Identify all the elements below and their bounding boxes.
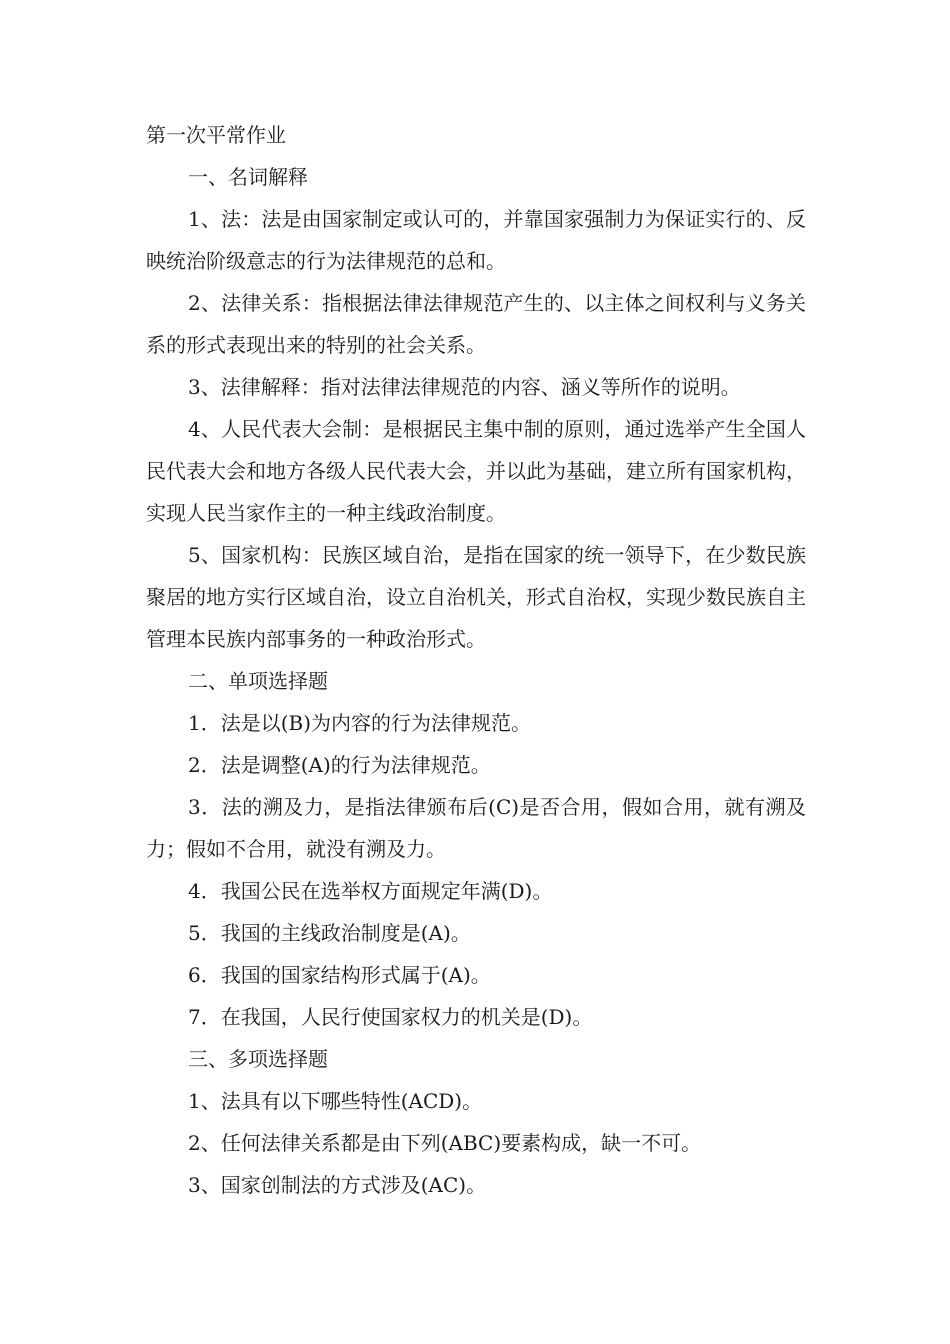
single-choice-item: 5．我国的主线政治制度是(A)。 <box>188 921 471 945</box>
single-choice-item: 3．法的溯及力，是指法律颁布后(C)是否合用，假如合用，就有溯及力；假如不合用，就没有溯及力。 <box>146 795 806 861</box>
section-heading-definitions: 一、名词解释 <box>188 165 308 189</box>
definition-item: 2、法律关系：指根据法律法律规范产生的、以主体之间权利与义务关系的形式表现出来的特别的社会关系。 <box>146 291 806 357</box>
definition-item: 5、国家机构：民族区域自治，是指在国家的统一领导下，在少数民族聚居的地方实行区域自治，设立自治机关，形式自治权，实现少数民族自主管理本民族内部事务的一种政治形式。 <box>146 543 806 651</box>
single-choice-item: 7．在我国，人民行使国家权力的机关是(D)。 <box>188 1005 593 1029</box>
definition-item: 4、人民代表大会制：是根据民主集中制的原则，通过选举产生全国人民代表大会和地方各级人民代表大会，并以此为基础，建立所有国家机构，实现人民当家作主的一种主线政治制度。 <box>146 417 806 525</box>
multiple-choice-item: 3、国家创制法的方式涉及(AC)。 <box>188 1173 487 1197</box>
document-title: 第一次平常作业 <box>146 123 286 147</box>
single-choice-item: 2．法是调整(A)的行为法律规范。 <box>188 753 491 777</box>
single-choice-item: 6．我国的国家结构形式属于(A)。 <box>188 963 491 987</box>
document-body <box>146 114 806 1206</box>
single-choice-item: 1．法是以(B)为内容的行为法律规范。 <box>188 711 532 735</box>
single-choice-item: 4．我国公民在选举权方面规定年满(D)。 <box>188 879 553 903</box>
multiple-choice-item: 2、任何法律关系都是由下列(ABC)要素构成，缺一不可。 <box>188 1131 702 1155</box>
multiple-choice-item: 1、法具有以下哪些特性(ACD)。 <box>188 1089 483 1113</box>
section-heading-single-choice: 二、单项选择题 <box>188 669 328 693</box>
section-heading-multiple-choice: 三、多项选择题 <box>188 1047 328 1071</box>
definition-item: 3、法律解释：指对法律法律规范的内容、涵义等所作的说明。 <box>188 375 741 399</box>
definition-item: 1、法：法是由国家制定或认可的，并靠国家强制力为保证实行的、反映统治阶级意志的行为法律规范的总和。 <box>146 207 806 273</box>
